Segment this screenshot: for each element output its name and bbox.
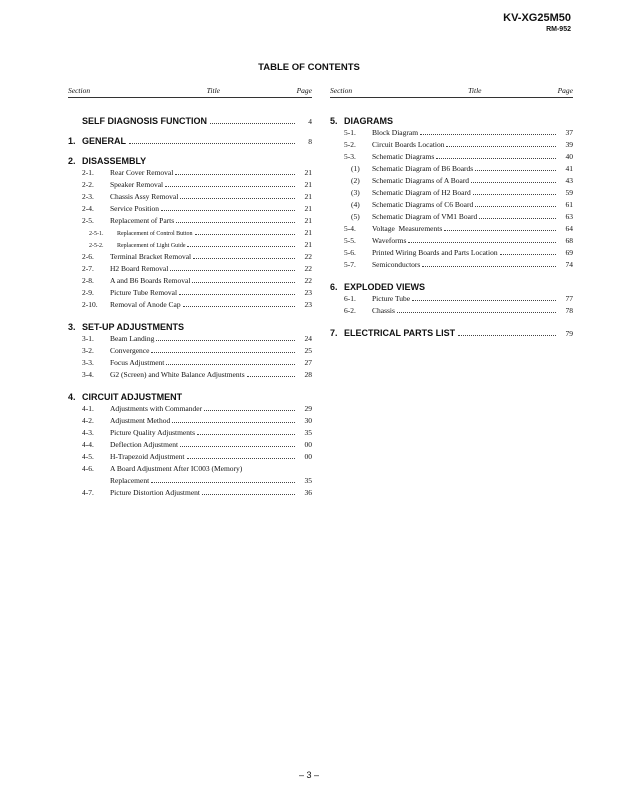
- toc-subentry[interactable]: [330, 211, 573, 223]
- leader-dots: [192, 282, 295, 283]
- leader-dots: [170, 270, 295, 271]
- toc-entry[interactable]: [68, 299, 312, 311]
- entry-number: 4-7.: [82, 488, 94, 497]
- toc-entry[interactable]: [68, 403, 312, 415]
- entry-title: Schematic Diagram of VM1 Board: [372, 212, 478, 221]
- toc-setup-adjustments[interactable]: [68, 321, 312, 333]
- section-label: CIRCUIT ADJUSTMENT: [82, 392, 183, 402]
- entry-number: 2-5-1.: [89, 231, 104, 237]
- page-ref: 77: [565, 294, 573, 303]
- toc-exploded-views[interactable]: [330, 281, 573, 293]
- entry-number: 4-6.: [82, 464, 94, 473]
- toc-subentry[interactable]: [68, 227, 312, 239]
- toc-subentry[interactable]: [330, 199, 573, 211]
- entry-number: 2-1.: [82, 168, 94, 177]
- section-number: 4.: [68, 392, 76, 402]
- page-ref: 21: [304, 216, 312, 225]
- leader-dots: [179, 294, 295, 295]
- page-header: Page: [296, 86, 312, 95]
- page-ref: 22: [304, 276, 312, 285]
- toc-entry[interactable]: [68, 357, 312, 369]
- entry-title: H2 Board Removal: [110, 264, 169, 273]
- entry-number: 2-8.: [82, 276, 94, 285]
- leader-dots: [247, 376, 295, 377]
- entry-title: Deflection Adjustment: [110, 440, 179, 449]
- page-ref: 61: [565, 200, 573, 209]
- leader-dots: [129, 143, 295, 144]
- leader-dots: [161, 210, 295, 211]
- page-ref: 21: [304, 180, 312, 189]
- entry-title: Voltage Measurements: [372, 224, 443, 233]
- title-header: Title: [206, 86, 220, 95]
- toc-subentry[interactable]: [330, 187, 573, 199]
- page-ref: 35: [304, 476, 312, 485]
- leader-dots: [193, 258, 295, 259]
- toc-self-diagnosis[interactable]: [68, 115, 312, 127]
- page-ref: 43: [565, 176, 573, 185]
- entry-title: Replacement of Control Button: [117, 231, 193, 237]
- leader-dots: [479, 218, 556, 219]
- entry-number: 5-4.: [344, 224, 356, 233]
- section-label: GENERAL: [82, 136, 127, 146]
- entry-title: A Board Adjustment After IC003 (Memory): [110, 464, 243, 473]
- entry-number: 3-4.: [82, 370, 94, 379]
- entry-title: Semiconductors: [372, 260, 421, 269]
- toc-entry[interactable]: [330, 247, 573, 259]
- page-ref: 21: [304, 168, 312, 177]
- entry-number: (4): [351, 200, 360, 209]
- leader-dots: [166, 364, 295, 365]
- entry-number: 4-5.: [82, 452, 94, 461]
- leader-dots: [475, 170, 556, 171]
- entry-number: 2-9.: [82, 288, 94, 297]
- page-ref: 64: [565, 224, 573, 233]
- entry-number: 3-1.: [82, 334, 94, 343]
- page-ref: 22: [304, 264, 312, 273]
- model-number: KV-XG25M50: [503, 12, 571, 24]
- leader-dots: [446, 146, 556, 147]
- toc-entry[interactable]: [68, 191, 312, 203]
- toc-entry[interactable]: [68, 345, 312, 357]
- toc-entry[interactable]: [68, 463, 312, 475]
- entry-number: 5-2.: [344, 140, 356, 149]
- toc-general[interactable]: [68, 135, 312, 147]
- leader-dots: [420, 134, 556, 135]
- entry-number: 2-7.: [82, 264, 94, 273]
- rm-number: RM-952: [546, 26, 571, 33]
- toc-subentry[interactable]: [330, 163, 573, 175]
- entry-number: 2-10.: [82, 300, 98, 309]
- entry-number: 2-4.: [82, 204, 94, 213]
- toc-entry[interactable]: [68, 415, 312, 427]
- entry-title: Schematic Diagrams of C6 Board: [372, 200, 474, 209]
- page-ref: 69: [565, 248, 573, 257]
- page-ref: 68: [565, 236, 573, 245]
- toc-entry[interactable]: [330, 293, 573, 305]
- toc-electrical-parts-list[interactable]: [330, 327, 573, 339]
- leader-dots: [500, 254, 556, 255]
- entry-number: 4-3.: [82, 428, 94, 437]
- page-ref: 21: [304, 204, 312, 213]
- leader-dots: [471, 182, 556, 183]
- page-ref: 41: [565, 164, 573, 173]
- page-number: – 3 –: [298, 770, 320, 780]
- entry-title: Schematic Diagram of H2 Board: [372, 188, 471, 197]
- entry-number: 5-5.: [344, 236, 356, 245]
- leader-dots: [156, 340, 295, 341]
- entry-title: Convergence: [110, 346, 150, 355]
- page-ref: 27: [304, 358, 312, 367]
- entry-number: 5-3.: [344, 152, 356, 161]
- toc-entry[interactable]: [68, 215, 312, 227]
- page-ref: 25: [304, 346, 312, 355]
- leader-dots: [202, 494, 295, 495]
- toc-entry[interactable]: [330, 127, 573, 139]
- section-number: 2.: [68, 156, 76, 166]
- entry-title: Waveforms: [372, 236, 407, 245]
- section-label: EXPLODED VIEWS: [344, 282, 426, 292]
- page-ref: 36: [304, 488, 312, 497]
- toc-entry[interactable]: [68, 333, 312, 345]
- page-ref: 29: [304, 404, 312, 413]
- entry-title: Chassis Assy Removal: [110, 192, 179, 201]
- page-ref: 23: [304, 300, 312, 309]
- entry-title: Picture Quality Adjustments: [110, 428, 195, 437]
- page-ref: 63: [565, 212, 573, 221]
- leader-dots: [175, 174, 295, 175]
- section-number: 5.: [330, 116, 338, 126]
- column-header: [330, 86, 573, 98]
- toc-entry[interactable]: [68, 369, 312, 381]
- entry-title: Picture Tube: [372, 294, 411, 303]
- leader-dots: [408, 242, 556, 243]
- setup-list: [68, 333, 312, 381]
- entry-title: Replacement: [110, 476, 150, 485]
- toc-entry[interactable]: [330, 223, 573, 235]
- entry-number: 3-3.: [82, 358, 94, 367]
- entry-title: Rear Cover Removal: [110, 168, 174, 177]
- toc-subentry[interactable]: [330, 175, 573, 187]
- leader-dots: [195, 234, 296, 235]
- toc-circuit-adjustment[interactable]: [68, 391, 312, 403]
- toc-entry[interactable]: [68, 167, 312, 179]
- entry-title: Focus Adjustment: [110, 358, 165, 367]
- column-header: [68, 86, 312, 98]
- leader-dots: [187, 458, 295, 459]
- entry-number: (3): [351, 188, 360, 197]
- toc-entry[interactable]: [68, 427, 312, 439]
- toc-entry[interactable]: [330, 305, 573, 317]
- entry-title: Adjustment Method: [110, 416, 171, 425]
- page-ref: 4: [308, 117, 312, 126]
- leader-dots: [422, 266, 556, 267]
- section-label: SELF DIAGNOSIS FUNCTION: [82, 116, 208, 126]
- toc-entry[interactable]: [330, 151, 573, 163]
- entry-number: 4-4.: [82, 440, 94, 449]
- toc-entry[interactable]: [68, 263, 312, 275]
- toc-diagrams[interactable]: [330, 115, 573, 127]
- entry-title: A and B6 Boards Removal: [110, 276, 191, 285]
- page-ref: 24: [304, 334, 312, 343]
- leader-dots: [151, 482, 295, 483]
- toc-entry-continuation[interactable]: [68, 475, 312, 487]
- leader-dots: [197, 434, 295, 435]
- entry-number: (1): [351, 164, 360, 173]
- page-ref: 37: [565, 128, 573, 137]
- leader-dots: [176, 222, 295, 223]
- leader-dots: [444, 230, 556, 231]
- toc-entry[interactable]: [330, 259, 573, 271]
- page-ref: 79: [565, 329, 573, 338]
- entry-title: Removal of Anode Cap: [110, 300, 181, 309]
- entry-number: 6-1.: [344, 294, 356, 303]
- entry-number: 2-5.: [82, 216, 94, 225]
- entry-title: Picture Tube Removal: [110, 288, 178, 297]
- title-header: Title: [468, 86, 482, 95]
- section-number: 7.: [330, 328, 338, 338]
- toc-disassembly[interactable]: [68, 155, 312, 167]
- page-ref: 21: [304, 228, 312, 237]
- page-title: TABLE OF CONTENTS: [258, 62, 360, 73]
- entry-title: Circuit Boards Location: [372, 140, 445, 149]
- toc-entry[interactable]: [68, 451, 312, 463]
- section-number: 6.: [330, 282, 338, 292]
- entry-title: Schematic Diagrams of A Board: [372, 176, 470, 185]
- entry-number: (2): [351, 176, 360, 185]
- leader-dots: [180, 198, 295, 199]
- leader-dots: [187, 246, 295, 247]
- toc-subentry[interactable]: [68, 239, 312, 251]
- entry-title: Replacement of Parts: [110, 216, 175, 225]
- toc-entry[interactable]: [68, 203, 312, 215]
- entry-title: Beam Landing: [110, 334, 155, 343]
- page-ref: 21: [304, 240, 312, 249]
- leader-dots: [165, 186, 295, 187]
- page-ref: 28: [304, 370, 312, 379]
- leader-dots: [172, 422, 295, 423]
- page-ref: 74: [565, 260, 573, 269]
- page-ref: 8: [308, 137, 312, 146]
- toc-entry[interactable]: [330, 235, 573, 247]
- leader-dots: [458, 335, 556, 336]
- entry-title: Picture Distortion Adjustment: [110, 488, 200, 497]
- entry-number: 4-2.: [82, 416, 94, 425]
- section-number: 3.: [68, 322, 76, 332]
- entry-number: 6-2.: [344, 306, 356, 315]
- toc-entry[interactable]: [68, 439, 312, 451]
- entry-number: 2-6.: [82, 252, 94, 261]
- leader-dots: [180, 446, 295, 447]
- section-number: 1.: [68, 136, 76, 146]
- toc-right-column: [330, 86, 573, 339]
- leader-dots: [397, 312, 556, 313]
- toc-entry[interactable]: [68, 179, 312, 191]
- toc-entry[interactable]: [68, 251, 312, 263]
- leader-dots: [473, 194, 556, 195]
- diagrams-list: [330, 127, 573, 271]
- leader-dots: [183, 306, 295, 307]
- leader-dots: [210, 123, 295, 124]
- circuit-list: [68, 403, 312, 499]
- toc-entry[interactable]: [330, 139, 573, 151]
- section-label: DIAGRAMS: [344, 116, 393, 126]
- page-ref: 21: [304, 192, 312, 201]
- page-header: Page: [557, 86, 573, 95]
- entry-number: (5): [351, 212, 360, 221]
- entry-title: Chassis: [372, 306, 395, 315]
- section-label: SET-UP ADJUSTMENTS: [82, 322, 185, 332]
- entry-title: Replacement of Light Guide: [117, 243, 186, 249]
- leader-dots: [151, 352, 295, 353]
- entry-title: H-Trapezoid Adjustment: [110, 452, 185, 461]
- entry-title: Service Position: [110, 204, 159, 213]
- entry-number: 5-6.: [344, 248, 356, 257]
- entry-number: 2-5-2.: [89, 243, 104, 249]
- disassembly-list: [68, 167, 312, 311]
- toc-entry[interactable]: [68, 487, 312, 499]
- page-ref: 40: [565, 152, 573, 161]
- entry-number: 5-7.: [344, 260, 356, 269]
- entry-number: 2-3.: [82, 192, 94, 201]
- entry-number: 5-1.: [344, 128, 356, 137]
- section-label: DISASSEMBLY: [82, 156, 147, 166]
- page-ref: 23: [304, 288, 312, 297]
- entry-title: Schematic Diagram of B6 Boards: [372, 164, 474, 173]
- toc-entry[interactable]: [68, 287, 312, 299]
- page-ref: 39: [565, 140, 573, 149]
- entry-title: Schematic Diagrams: [372, 152, 435, 161]
- page-ref: 00: [304, 440, 312, 449]
- page-ref: 30: [304, 416, 312, 425]
- leader-dots: [412, 300, 556, 301]
- section-header: Section: [68, 86, 91, 95]
- section-label: ELECTRICAL PARTS LIST: [344, 328, 456, 338]
- page-ref: 59: [565, 188, 573, 197]
- page-ref: 00: [304, 452, 312, 461]
- leader-dots: [436, 158, 556, 159]
- page-ref: 35: [304, 428, 312, 437]
- entry-number: 2-2.: [82, 180, 94, 189]
- entry-number: 3-2.: [82, 346, 94, 355]
- toc-entry[interactable]: [68, 275, 312, 287]
- entry-title: Printed Wiring Boards and Parts Location: [372, 248, 498, 257]
- entry-title: Block Diagram: [372, 128, 419, 137]
- leader-dots: [475, 206, 556, 207]
- entry-title: Adjustments with Commander: [110, 404, 203, 413]
- entry-number: 4-1.: [82, 404, 94, 413]
- entry-title: G2 (Screen) and White Balance Adjustments: [110, 370, 245, 379]
- section-header: Section: [330, 86, 353, 95]
- leader-dots: [204, 410, 295, 411]
- page-ref: 78: [565, 306, 573, 315]
- page-ref: 22: [304, 252, 312, 261]
- entry-title: Terminal Bracket Removal: [110, 252, 192, 261]
- toc-left-column: [68, 86, 312, 499]
- exploded-list: [330, 293, 573, 317]
- entry-title: Speaker Removal: [110, 180, 164, 189]
